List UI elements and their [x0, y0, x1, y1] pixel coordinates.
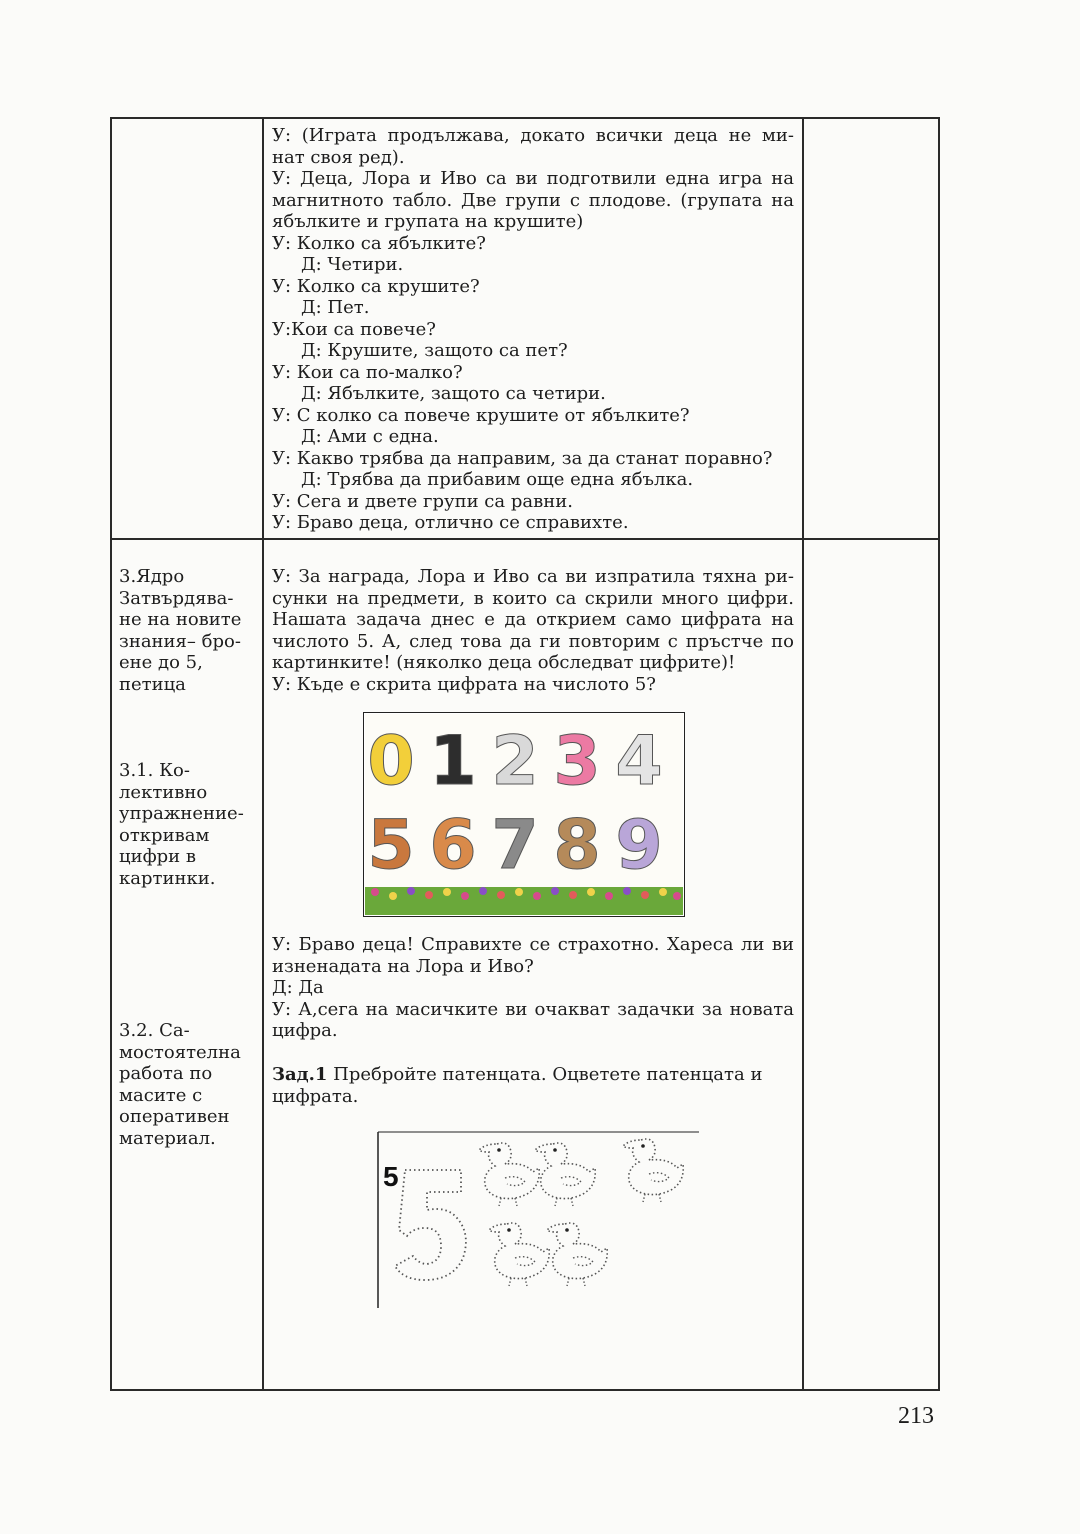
- stage-line: мостоятелна: [119, 1041, 241, 1063]
- dialog-line: нат своя ред).: [272, 146, 405, 168]
- digit-label: 5: [383, 1161, 399, 1192]
- stage-line: петица: [119, 673, 186, 695]
- dialog-line: У: Какво трябва да направим, за да станат поравно?: [272, 447, 773, 469]
- digit-5: 5: [367, 806, 415, 885]
- digit-4: 4: [615, 722, 663, 801]
- column-divider-2: [802, 117, 804, 1391]
- stage-line: 3.2. Са-: [119, 1020, 190, 1041]
- dialog-line: У: Колко са ябълките?: [272, 232, 486, 254]
- duck-outline: [623, 1139, 683, 1202]
- after-line: У: Браво деца! Справихте се страхотно. Хареса ли ви: [272, 934, 794, 955]
- dotted-five: [395, 1170, 466, 1280]
- stage-line: знания– бро-: [119, 630, 241, 652]
- after-line: Д: Да: [272, 977, 324, 998]
- digit-9: 9: [615, 806, 663, 885]
- stage-line: картинки.: [119, 867, 216, 889]
- stage-line: Затвърдява-: [119, 587, 234, 609]
- column-divider-1: [262, 117, 264, 1391]
- row2-after: [272, 934, 794, 1042]
- stage-line: лективно: [119, 781, 208, 803]
- after-line: изненадата на Лора и Иво?: [272, 955, 534, 977]
- digits-picture: [363, 712, 685, 917]
- row2-intro: [272, 566, 794, 695]
- stage-line: 3.Ядро: [119, 566, 185, 587]
- duck-outline: [479, 1143, 539, 1206]
- dialog-line: Д: Четири.: [301, 254, 404, 275]
- stage-line: масите с: [119, 1084, 203, 1106]
- dialog-line: Д: Пет.: [301, 297, 370, 318]
- dialog-line: У: (Играта продължава, докато всички деца не ми-: [272, 125, 794, 146]
- digit-2: 2: [491, 722, 539, 801]
- stage-line: работа по: [119, 1063, 213, 1084]
- digit-7: 7: [491, 806, 539, 885]
- ducks-worksheet: [377, 1130, 699, 1310]
- duck-outline: [535, 1143, 595, 1206]
- after-line: У: А,сега на масичките ви очакват задачки за новата: [272, 998, 794, 1020]
- digit-0: 0: [367, 722, 415, 801]
- task-line: Пребройте патенцата. Оцветете патенцата и: [327, 1064, 763, 1085]
- stage-line: цифри в: [119, 846, 197, 867]
- digit-3: 3: [553, 722, 601, 801]
- dialog-line: Д: Трябва да прибавим още една ябълка.: [301, 469, 694, 490]
- table-border-left: [110, 117, 112, 1391]
- row1-dialog: [272, 125, 794, 534]
- stage-3-1-block: [119, 760, 259, 889]
- dialog-line: Д: Ябълките, защото са четири.: [301, 383, 606, 404]
- duck-outline: [489, 1223, 549, 1286]
- intro-line: картинките! (няколко деца обследват цифрите)!: [272, 652, 736, 673]
- dialog-line: У: Колко са крушите?: [272, 275, 480, 297]
- intro-line: Нашата задача днес е да открием само цифрата на: [272, 609, 794, 630]
- digit-6: 6: [429, 806, 477, 885]
- stage-line: упражнение-: [119, 803, 244, 824]
- dialog-line: Д: Крушите, защото са пет?: [301, 340, 568, 361]
- intro-line: У: За награда, Лора и Иво са ви изпратила тяхна ри-: [272, 566, 794, 587]
- row-divider: [110, 538, 940, 540]
- dialog-line: магнитното табло. Две групи с плодове. (групата на: [272, 189, 794, 211]
- stage-line: откривам: [119, 824, 210, 846]
- digits-illustration: [363, 712, 685, 917]
- intro-line: У: Къде е скрита цифрата на числото 5?: [272, 673, 656, 695]
- stage-line: 3.1. Ко-: [119, 760, 190, 781]
- stage-title-block: [119, 566, 259, 695]
- task-1: [272, 1064, 794, 1107]
- dialog-line: У: Деца, Лора и Иво са ви подготвили една игра на: [272, 168, 794, 189]
- stage-3-2-block: [119, 1020, 259, 1149]
- stage-line: материал.: [119, 1127, 216, 1149]
- table-border-top: [110, 117, 940, 119]
- dialog-line: У: Сега и двете групи са равни.: [272, 490, 573, 512]
- dialog-line: Д: Ами с една.: [301, 426, 439, 447]
- dialog-line: ябълките и групата на крушите): [272, 211, 584, 232]
- dialog-line: У: Браво деца, отлично се справихте.: [272, 512, 629, 533]
- dialog-line: У: Кои са по-малко?: [272, 361, 463, 383]
- table-border-right: [938, 117, 940, 1391]
- task-line: цифрата.: [272, 1085, 359, 1107]
- intro-line: сунки на предмети, в които са скрили много цифри.: [272, 587, 794, 609]
- stage-line: ене до 5,: [119, 652, 203, 673]
- task-label: Зад.1: [272, 1064, 328, 1085]
- intro-line: числото 5. А, след това да ги повторим с пръстче по: [272, 630, 794, 652]
- dialog-line: У:Кои са повече?: [272, 318, 436, 340]
- stage-line: оперативен: [119, 1106, 230, 1127]
- after-line: цифра.: [272, 1020, 338, 1041]
- dialog-line: У: С колко са повече крушите от ябълките?: [272, 404, 690, 426]
- digit-8: 8: [553, 806, 601, 885]
- page-number: 213: [898, 1403, 934, 1429]
- digit-1: 1: [429, 722, 477, 801]
- stage-line: не на новите: [119, 609, 242, 630]
- table-border-bottom: [110, 1389, 940, 1391]
- duck-outline: [547, 1223, 607, 1286]
- worksheet-picture: [377, 1130, 699, 1310]
